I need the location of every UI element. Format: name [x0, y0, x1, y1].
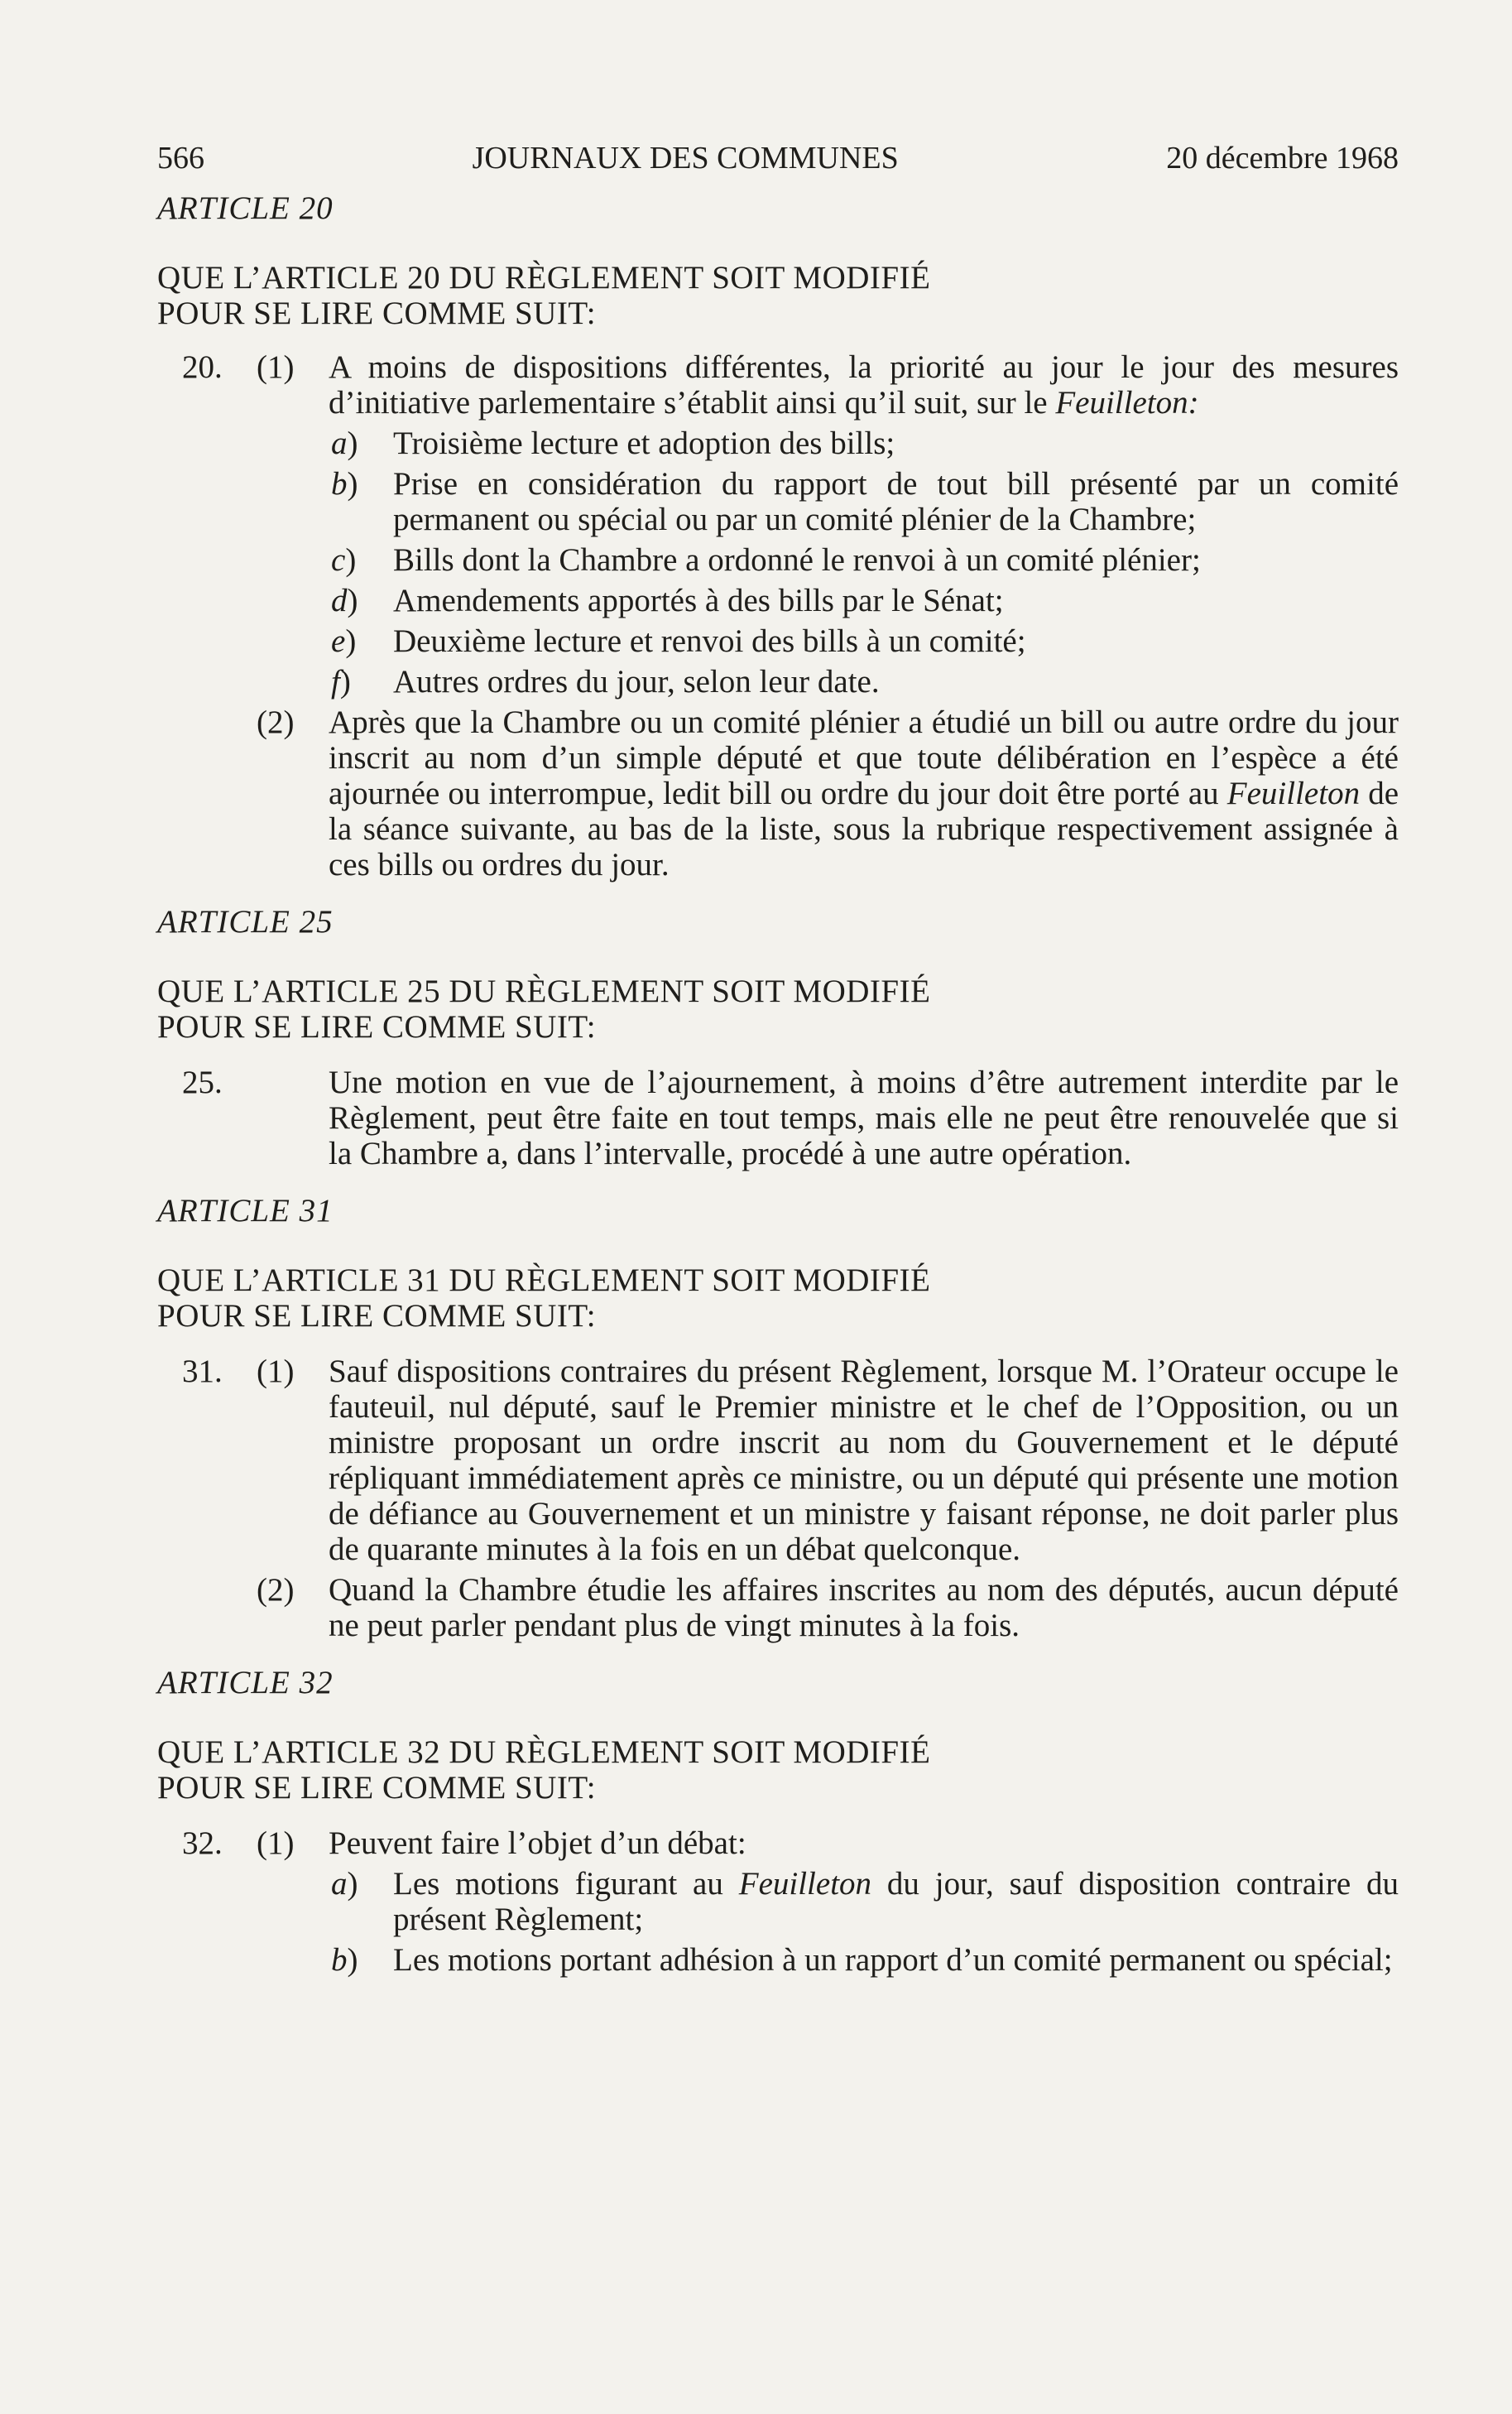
amendment-title-line: POUR SE LIRE COMME SUIT:: [157, 296, 597, 331]
paragraph-number: (1): [257, 349, 295, 385]
item-label: f): [331, 664, 351, 700]
article-31-section: [157, 1193, 1399, 1643]
article-heading: ARTICLE 32: [157, 1665, 334, 1700]
journal-title: JOURNAUX DES COMMUNES: [472, 141, 899, 176]
paragraph-text: [329, 704, 1399, 882]
item-label: a): [331, 426, 358, 461]
item-letter: c: [331, 542, 346, 578]
list-item: [331, 1866, 1399, 1937]
running-head: [157, 141, 1399, 190]
paragraph-text: Quand la Chambre étudie les affaires inscrites au nom des députés, aucun député ne peut parler pendant plus de vingt minutes à la fois.: [329, 1572, 1399, 1643]
item-letter: a: [331, 426, 348, 461]
article-25-section: [157, 904, 1399, 1171]
rule-number: 31.: [182, 1354, 223, 1389]
paragraph-2: [157, 1572, 1399, 1643]
item-text-run: du jour, sauf disposition contraire du présent Règlement;: [393, 1866, 1399, 1937]
amendment-title-line: QUE L’ARTICLE 25 DU RÈGLEMENT SOIT MODIFIÉ: [157, 974, 931, 1009]
item-text: Amendements apportés à des bills par le Sénat;: [393, 583, 1004, 618]
item-letter: d: [331, 583, 348, 618]
list-item: [331, 426, 1399, 461]
spacer: [157, 1171, 1399, 1193]
item-label: e): [331, 623, 357, 659]
paragraph-1: [157, 1354, 1399, 1567]
article-heading: ARTICLE 25: [157, 904, 334, 940]
rule-31: [157, 1354, 1399, 1643]
spacer: [157, 882, 1399, 904]
feuilleton-ref: Feuilleton: [1226, 776, 1361, 811]
article-32-section: [157, 1665, 1399, 1978]
amendment-title-line: POUR SE LIRE COMME SUIT:: [157, 1298, 597, 1334]
paragraph-1: [157, 1825, 1399, 1861]
rule-number: 25.: [182, 1065, 223, 1100]
amendment-title: [157, 974, 1399, 1045]
amendment-title: [157, 1262, 1399, 1334]
paragraph-2: [157, 704, 1399, 882]
paragraph-text-run: de la séance suivante, au bas de la liste, sous la rubrique respectivement assignée à ces bills ou ordres du jour.: [329, 776, 1399, 882]
document-page: [157, 141, 1399, 1978]
paragraph-text: Sauf dispositions contraires du présent Règlement, lorsque M. l’Orateur occupe le fauteuil, nul député, sauf le Premier ministre et le chef de l’Opposition, ou un ministre proposant un ordre inscrit au nom du Gouvernement et le député répliquant immédiatement après ce ministre, ou un député qui présente une motion de défiance au Gouvernement et un ministre y faisant réponse, ne doit parler plus de quarante minutes à la fois en un débat quelconque.: [329, 1354, 1399, 1567]
feuilleton-ref: Feuilleton: [738, 1866, 872, 1902]
article-heading: ARTICLE 20: [157, 190, 334, 226]
list-item: [331, 542, 1399, 578]
paragraph-number: (1): [257, 1354, 295, 1389]
list-item: [331, 466, 1399, 537]
priority-list: [157, 426, 1399, 700]
item-text: Bills dont la Chambre a ordonné le renvoi à un comité plénier;: [393, 542, 1201, 578]
item-text: Prise en considération du rapport de tout bill présenté par un comité permanent ou spécial ou par un comité plénier de la Chambre;: [393, 466, 1399, 537]
paragraph-text: Une motion en vue de l’ajournement, à moins d’être autrement interdite par le Règlement, peut être faite en tout temps, mais elle ne peut être renouvelée que si la Chambre a, dans l’intervalle, procédé à une autre opération.: [329, 1065, 1399, 1171]
rule-25: [157, 1065, 1399, 1171]
feuilleton-ref: Feuilleton:: [1055, 385, 1199, 421]
item-letter: a: [331, 1866, 348, 1902]
list-item: [331, 623, 1399, 659]
item-letter: b: [331, 1942, 348, 1978]
page-number: 566: [157, 141, 204, 176]
rule-32: [157, 1825, 1399, 1978]
item-label: a): [331, 1866, 358, 1902]
rule-number: 20.: [182, 349, 223, 385]
amendment-title-line: POUR SE LIRE COMME SUIT:: [157, 1009, 597, 1045]
list-item: [331, 664, 1399, 700]
item-text: Autres ordres du jour, selon leur date.: [393, 664, 880, 700]
amendment-title: [157, 260, 1399, 331]
list-item: [331, 583, 1399, 618]
item-label: d): [331, 583, 358, 618]
rule-20: [157, 349, 1399, 882]
rule-number: 32.: [182, 1825, 223, 1861]
item-label: b): [331, 1942, 358, 1978]
list-item: [331, 1942, 1399, 1978]
spacer: [157, 1643, 1399, 1665]
paragraph-text-run: A moins de dispositions différentes, la priorité au jour le jour des mesures d’initiative parlementaire s’établit ainsi qu’il suit, sur le: [329, 349, 1399, 421]
page-date: 20 décembre 1968: [1166, 141, 1399, 176]
item-letter: e: [331, 623, 346, 659]
amendment-title: [157, 1734, 1399, 1806]
paragraph-text: Peuvent faire l’objet d’un débat:: [329, 1825, 746, 1861]
item-text: Troisième lecture et adoption des bills;: [393, 426, 895, 461]
item-label: b): [331, 466, 358, 502]
item-text: Deuxième lecture et renvoi des bills à un comité;: [393, 623, 1026, 659]
paragraph-text: [329, 349, 1399, 421]
article-20-section: [157, 190, 1399, 882]
amendment-title-line: QUE L’ARTICLE 20 DU RÈGLEMENT SOIT MODIFIÉ: [157, 260, 931, 296]
paragraph-text-run: Après que la Chambre ou un comité plénier a étudié un bill ou autre ordre du jour inscrit au nom d’un simple député et que toute délibération en l’espèce a été ajournée ou interrompue, ledit bill ou ordre du jour doit être porté au: [329, 704, 1399, 811]
paragraph-1: [157, 349, 1399, 421]
item-text-run: Les motions figurant au: [393, 1866, 723, 1902]
article-heading: ARTICLE 31: [157, 1193, 334, 1229]
item-text: Les motions portant adhésion à un rapport d’un comité permanent ou spécial;: [393, 1942, 1393, 1978]
item-letter: b: [331, 466, 348, 502]
paragraph-number: (2): [257, 704, 295, 740]
paragraph-number: (1): [257, 1825, 295, 1861]
item-letter: f: [331, 664, 340, 700]
paragraph-number: (2): [257, 1572, 295, 1608]
item-label: c): [331, 542, 357, 578]
amendment-title-line: QUE L’ARTICLE 31 DU RÈGLEMENT SOIT MODIFIÉ: [157, 1262, 931, 1298]
amendment-title-line: POUR SE LIRE COMME SUIT:: [157, 1770, 597, 1806]
item-text: [393, 1866, 1399, 1937]
amendment-title-line: QUE L’ARTICLE 32 DU RÈGLEMENT SOIT MODIFIÉ: [157, 1734, 931, 1770]
